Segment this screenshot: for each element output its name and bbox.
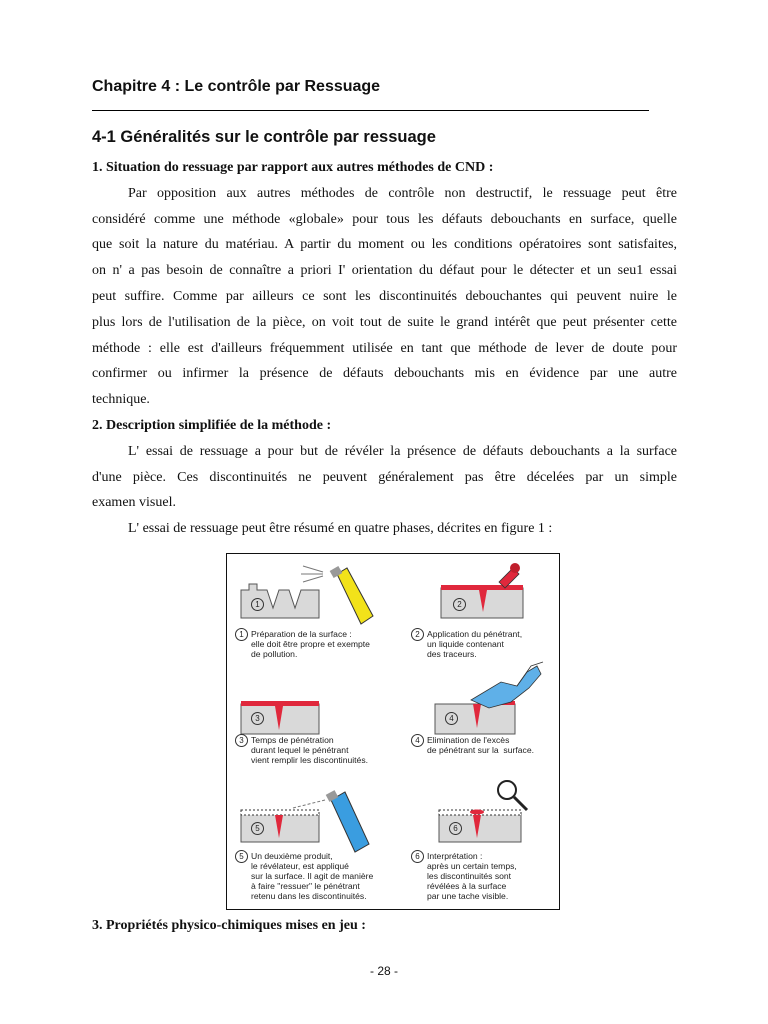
step-2-marker: 2 xyxy=(453,598,466,611)
paragraph-line: L' essai de ressuage a pour but de révéler la présence de défauts debouchants a la surface xyxy=(128,443,677,459)
paragraph-line: L' essai de ressuage peut être résumé en quatre phases, décrites en figure 1 : xyxy=(128,521,553,537)
paragraph-line: examen visuel. xyxy=(92,495,176,511)
step-1-marker: 1 xyxy=(251,598,264,611)
step-3-marker: 3 xyxy=(251,712,264,725)
paragraph-line: d'une pièce. Ces discontinuités ne peuvent généralement pas être décelées par un simple xyxy=(92,469,677,485)
chapter-title: Chapitre 4 : Le contrôle par Ressuage xyxy=(92,78,381,95)
brush-icon xyxy=(499,563,520,588)
step-1-caption-marker: 1 xyxy=(235,628,248,641)
section-title: 4-1 Généralités sur le contrôle par ressuage xyxy=(92,128,436,146)
figure-penetrant-steps xyxy=(226,553,560,910)
step-5-marker: 5 xyxy=(251,822,264,835)
section-3-heading: 3. Propriétés physico-chimiques mises en jeu : xyxy=(92,918,366,933)
step-3-caption: Temps de pénétration durant lequel le pénétrant vient remplir les discontinuités. xyxy=(251,735,369,765)
paragraph-line: méthode : elle est d'ailleurs fréquemment utilisée en tant que méthode de lever de doute pour xyxy=(92,340,677,356)
paragraph-line: plus lors de l'utilisation de la pièce, on voit tout de suite le grand intérêt que peut présenter cette xyxy=(92,314,677,330)
step-2-caption: Application du pénétrant, un liquide contenant des traceurs. xyxy=(427,629,523,659)
step-1-caption: Préparation de la surface : elle doit être propre et exempte de pollution. xyxy=(251,629,370,659)
paragraph-line: technique. xyxy=(92,392,150,408)
magnifier-icon xyxy=(498,781,527,810)
paragraph-line: considéré comme une méthode «globale» pour tous les défauts debouchants en surface, quelle xyxy=(92,211,677,227)
step-6-caption: Interprétation : après un certain temps, les discontinuités sont révélées à la surface par une tache visible. xyxy=(427,851,517,901)
section-1 xyxy=(92,155,677,542)
section-1-heading: 1. Situation do ressuage par rapport aux autres méthodes de CND : xyxy=(92,160,494,175)
page-number: - 28 - xyxy=(369,964,398,978)
paragraph-line: que soit la nature du matériau. A partir du moment ou les conditions opératoires sont satisfaites, xyxy=(92,237,677,253)
title-rule xyxy=(92,110,649,111)
step-4-caption-marker: 4 xyxy=(411,734,424,747)
step-4-marker: 4 xyxy=(445,712,458,725)
step-6-caption-marker: 6 xyxy=(411,850,424,863)
cloth-icon xyxy=(471,662,543,708)
section-2-heading: 2. Description simplifiée de la méthode : xyxy=(92,417,332,433)
step-4-caption: Elimination de l'excès de pénétrant sur la surface. xyxy=(427,735,535,755)
paragraph-line: Par opposition aux autres méthodes de contrôle non destructif, le ressuage peut être xyxy=(128,185,677,201)
step-3-caption-marker: 3 xyxy=(235,734,248,747)
paragraph-line: peut suffire. Comme par ailleurs ce sont les discontinuités debouchantes qui peuvent nuire le xyxy=(92,288,677,304)
paragraph-line: on n' a pas besoin de connaître a priori I' orientation du défaut pour le détecter et un seu1 essai xyxy=(92,263,677,279)
step-6-marker: 6 xyxy=(449,822,462,835)
paragraph-line: confirmer ou infirmer la présence de défauts debouchants mis en évidence par une autre xyxy=(92,366,677,382)
step-5-caption-marker: 5 xyxy=(235,850,248,863)
step-5-caption: Un deuxième produit, le révélateur, est appliqué sur la surface. Il agit de manière à faire "ressuer" le pénétrant retenu dans les discontinuités. xyxy=(251,851,374,901)
step-2-caption-marker: 2 xyxy=(411,628,424,641)
